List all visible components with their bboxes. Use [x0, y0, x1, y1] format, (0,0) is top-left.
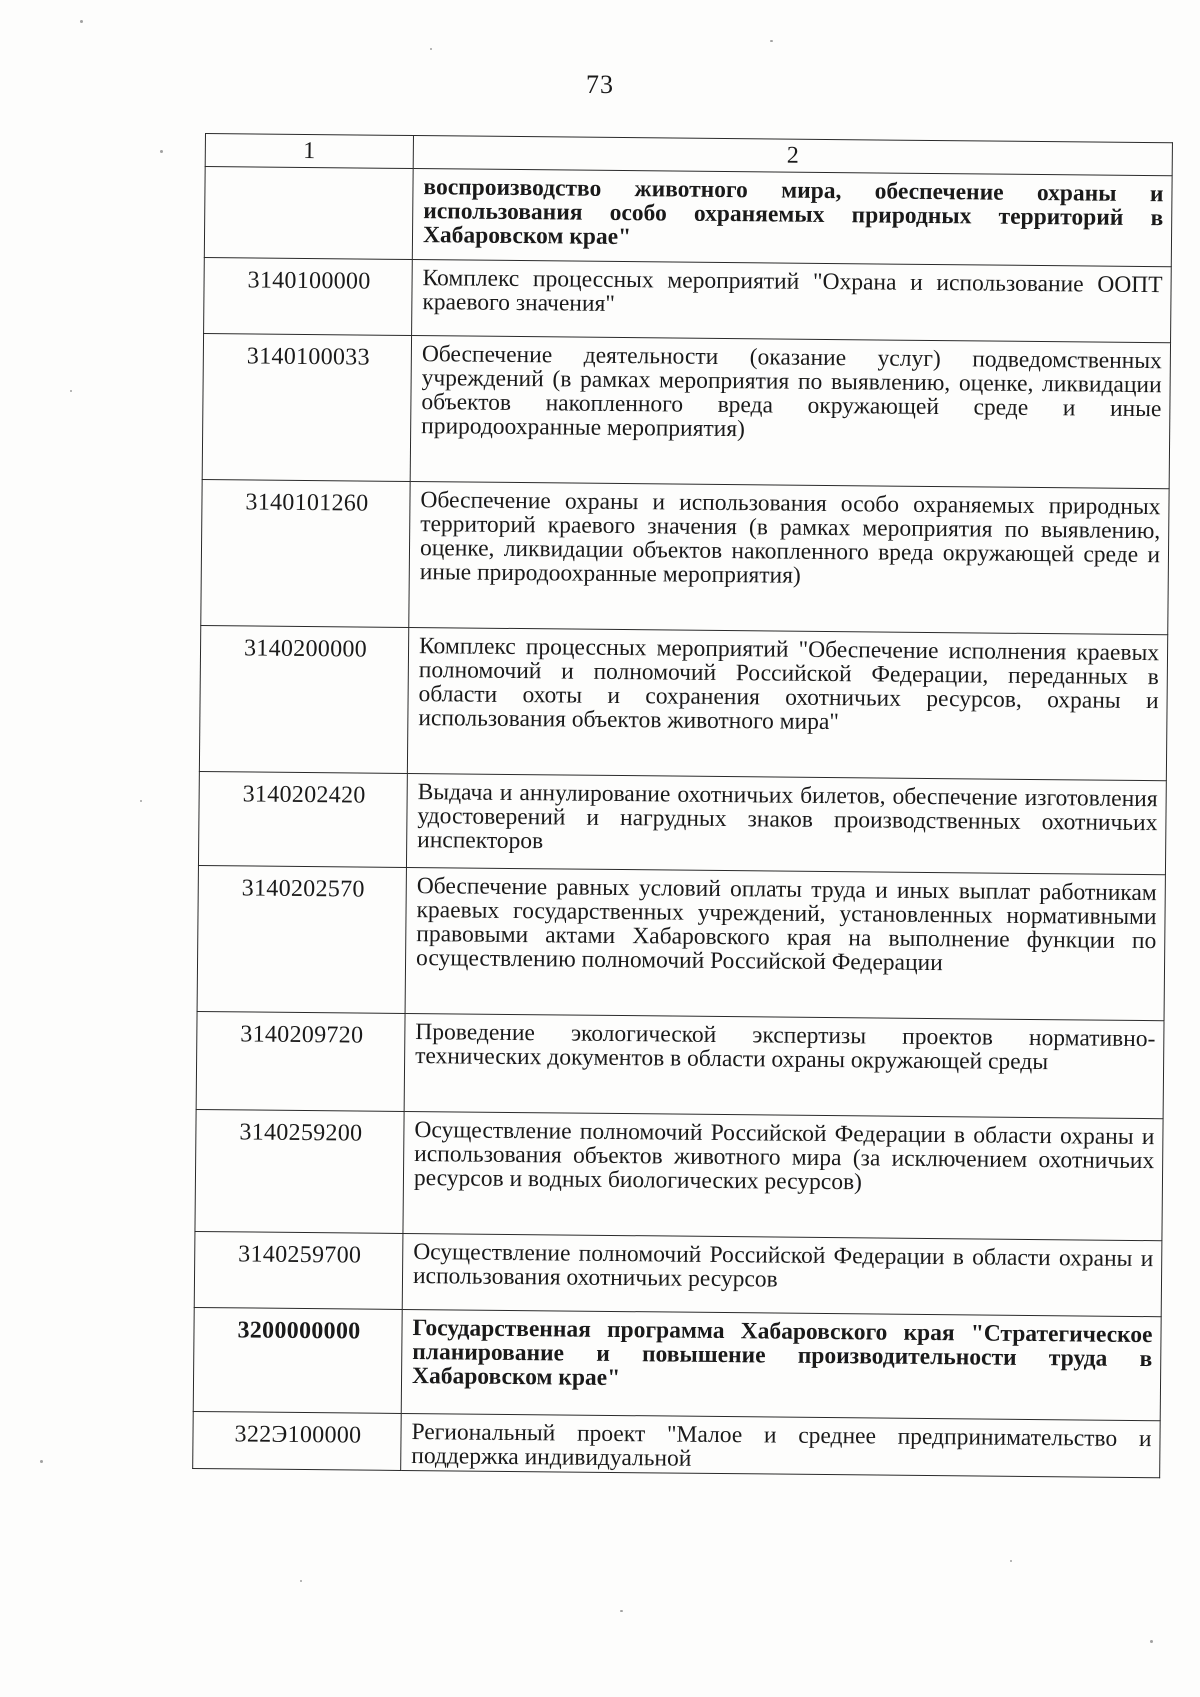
target-article-code: 3140202420	[198, 771, 407, 867]
scan-speck	[770, 40, 773, 42]
table-row	[195, 1109, 1163, 1240]
target-article-code: 3140200000	[199, 625, 408, 773]
target-article-code: 3140259700	[194, 1231, 403, 1309]
target-article-name: Обеспечение охраны и использования особо охраняемых природных территорий краевого значения (в рамках мероприятия по выявлению, оценке, ликвидации объектов накопленного вреда окружающей среде и иные природоохранные мероприятия)	[409, 481, 1169, 634]
target-article-name: Государственная программа Хабаровского края "Стратегическое планирование и повышение производительности труда в Хабаровском крае"	[401, 1309, 1161, 1420]
table-row	[201, 479, 1169, 634]
table-row	[199, 625, 1167, 780]
scan-speck	[300, 1580, 302, 1582]
scan-speck	[160, 150, 163, 153]
table-row	[196, 1011, 1164, 1118]
target-article-name: Обеспечение равных условий оплаты труда и иных выплат работникам краевых государственных учреждений, установленных нормативными правовыми актами Хабаровского края на выполнение функции по осуществлению полномочий Российской Федерации	[405, 867, 1165, 1020]
target-article-name: Комплекс процессных мероприятий "Охрана и использование ООПТ краевого значения"	[412, 259, 1172, 342]
table-row	[197, 865, 1165, 1020]
budget-classification-table	[192, 133, 1173, 1478]
target-article-code: 3140100033	[202, 333, 411, 481]
page-number: 73	[586, 70, 614, 99]
table-row	[198, 771, 1166, 874]
target-article-code: 3140100000	[204, 257, 413, 335]
target-article-code: 3140202570	[197, 865, 406, 1013]
column-2-header: 2	[413, 136, 1172, 176]
scan-speck	[1150, 1640, 1153, 1643]
table-row	[204, 167, 1172, 267]
target-article-code: 3140101260	[201, 479, 410, 627]
target-article-code: 3140209720	[196, 1011, 405, 1111]
target-article-code	[204, 167, 413, 260]
scan-speck	[620, 1610, 623, 1612]
target-article-name: Осуществление полномочий Российской Федерации в области охраны и использования охотничьих ресурсов	[402, 1233, 1162, 1316]
scan-speck	[430, 48, 432, 50]
target-article-name: воспроизводство животного мира, обеспечение охраны и использования особо охраняемых природных территорий в Хабаровском крае"	[412, 168, 1172, 266]
scan-speck	[70, 390, 72, 392]
target-article-code: 3200000000	[193, 1307, 402, 1413]
target-article-name: Осуществление полномочий Российской Федерации в области охраны и использования объектов животного мира (за исключением охотничьих ресурсов и водных биологических ресурсов)	[403, 1111, 1163, 1240]
scan-speck	[40, 1460, 43, 1463]
target-article-name: Выдача и аннулирование охотничьих билетов, обеспечение изготовления удостоверений и нагрудных знаков производственных охотничьих инспекторов	[406, 773, 1166, 874]
table-row	[202, 333, 1170, 488]
scan-speck	[140, 800, 142, 802]
target-article-name: Региональный проект "Малое и среднее предпринимательство и поддержка индивидуальной	[401, 1413, 1161, 1477]
target-article-code: 3140259200	[195, 1109, 404, 1233]
table-row	[204, 257, 1172, 342]
table-row	[193, 1411, 1161, 1477]
target-article-name: Проведение экологической экспертизы проектов нормативно-технических документов в области охраны окружающей среды	[404, 1013, 1164, 1118]
target-article-code: 322Э100000	[193, 1411, 402, 1470]
target-article-name: Комплекс процессных мероприятий "Обеспечение исполнения краевых полномочий и полномочий Российской Федерации, переданных в области охоты и сохранения охотничьих ресурсов, охраны и использования объектов животного мира"	[407, 627, 1167, 780]
budget-classification-table-wrapper	[192, 133, 1173, 1478]
target-article-name: Обеспечение деятельности (оказание услуг) подведомственных учреждений (в рамках мероприятия по выявлению, оценке, ликвидации объектов накопленного вреда окружающей среде и иные природоохранные мероприятия)	[410, 335, 1170, 488]
table-row	[194, 1231, 1162, 1316]
scan-speck	[1010, 1560, 1012, 1562]
column-1-header: 1	[205, 134, 413, 169]
table-row	[193, 1307, 1161, 1420]
scan-speck	[80, 20, 83, 23]
